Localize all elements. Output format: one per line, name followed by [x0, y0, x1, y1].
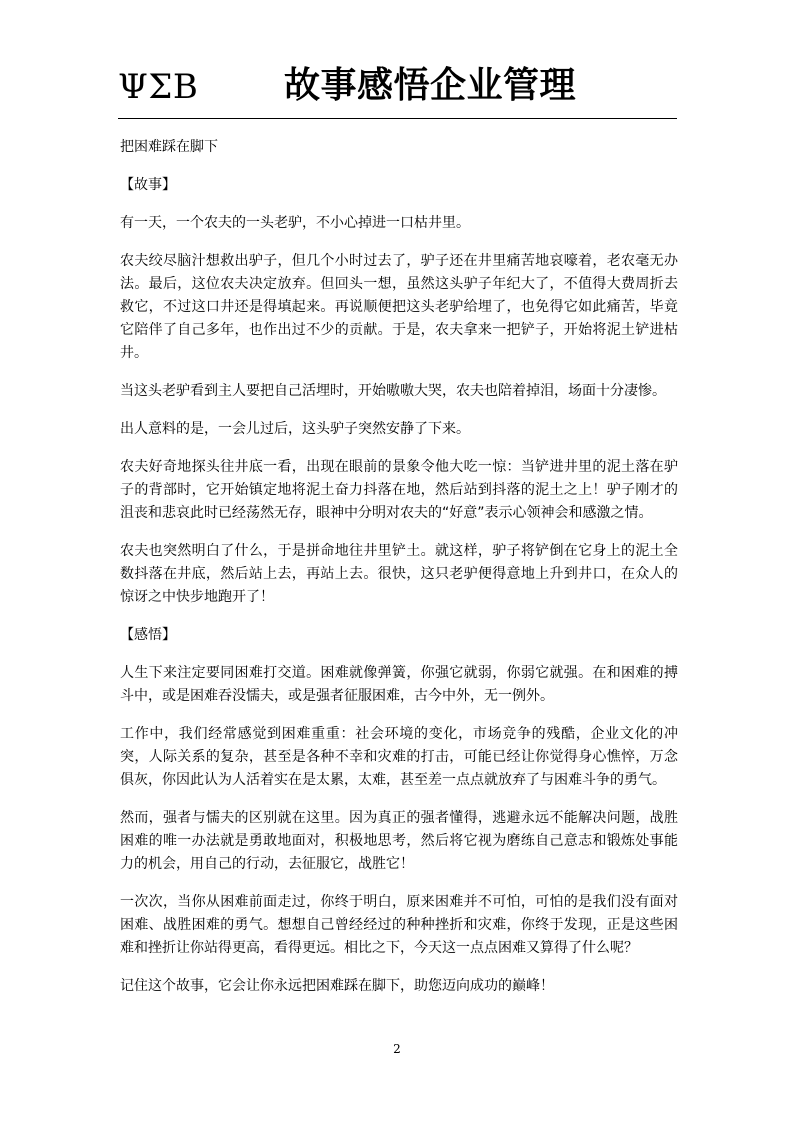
insight-paragraph: 然而，强者与懦夫的区别就在这里。因为真正的强者懂得，逃避永远不能解决问题，战胜困难的唯一办法就是勇敢地面对，积极地思考，然后将它视为磨练自己意志和锻炼处事能力的机会，用自己的行动，去征服它，战胜它！ — [120, 810, 678, 872]
page-number: 2 — [393, 1042, 401, 1056]
article-body — [120, 136, 678, 1013]
story-paragraph: 出人意料的是，一会儿过后，这头驴子突然安静了下来。 — [120, 421, 470, 437]
story-heading: 【故事】 — [120, 177, 176, 193]
header-divider — [118, 118, 677, 119]
story-paragraph: 有一天，一个农夫的一头老驴，不小心掉进一口枯井里。 — [120, 215, 470, 231]
insight-paragraph: 工作中，我们经常感觉到困难重重：社会环境的变化，市场竞争的残酷，企业文化的冲突，人际关系的复杂，甚至是各种不幸和灾难的打击，可能已经让你觉得身心憔悴，万念俱灰，你因此认为人活着实在是太累，太难，甚至差一点点就放弃了与困难斗争的勇气。 — [120, 726, 678, 788]
insight-paragraph: 记住这个故事，它会让你永远把困难踩在脚下，助您迈向成功的巅峰！ — [120, 978, 554, 994]
logo: ΨΣΒ — [118, 67, 199, 107]
story-paragraph: 农夫绞尽脑汁想救出驴子，但几个小时过去了，驴子还在井里痛苦地哀嚎着，老农毫无办法。最后，这位农夫决定放弃。但回头一想，虽然这头驴子年纪大了，不值得大费周折去救它，不过这口井还是得填起来。再说顺便把这头老驴给埋了，也免得它如此痛苦，毕竟它陪伴了自己多年，也作出过不少的贡献。于是，农夫拿来一把铲子，开始将泥土铲进枯井。 — [120, 253, 678, 361]
article-title: 把困难踩在脚下 — [120, 139, 218, 155]
insight-paragraph: 一次次，当你从困难前面走过，你终于明白，原来困难并不可怕，可怕的是我们没有面对困难、战胜困难的勇气。想想自己曾经经过的种种挫折和灾难，你终于发现，正是这些困难和挫折让你站得更高，看得更远。相比之下，今天这一点点困难又算得了什么呢？ — [120, 894, 678, 956]
document-title: 故事感悟企业管理 — [284, 65, 577, 106]
page-header — [118, 64, 676, 120]
story-paragraph: 当这头老驴看到主人要把自己活埋时，开始嗷嗷大哭，农夫也陪着掉泪，场面十分凄惨。 — [120, 383, 666, 399]
story-paragraph: 农夫好奇地探头往井底一看，出现在眼前的景象令他大吃一惊：当铲进井里的泥土落在驴子的背部时，它开始镇定地将泥土奋力抖落在地，然后站到抖落的泥土之上！驴子刚才的沮丧和悲哀此时已经荡然无存，眼神中分明对农夫的“好意”表示心领神会和感激之情。 — [120, 459, 678, 521]
insight-paragraph: 人生下来注定要同困难打交道。困难就像弹簧，你强它就弱，你弱它就强。在和困难的搏斗中，或是困难吞没懦夫，或是强者征服困难，古今中外，无一例外。 — [120, 665, 678, 704]
insight-heading: 【感悟】 — [120, 627, 176, 643]
story-paragraph: 农夫也突然明白了什么，于是拼命地往井里铲土。就这样，驴子将铲倒在它身上的泥土全数抖落在井底，然后站上去，再站上去。很快，这只老驴便得意地上升到井口，在众人的惊讶之中快步地跑开了！ — [120, 543, 678, 605]
